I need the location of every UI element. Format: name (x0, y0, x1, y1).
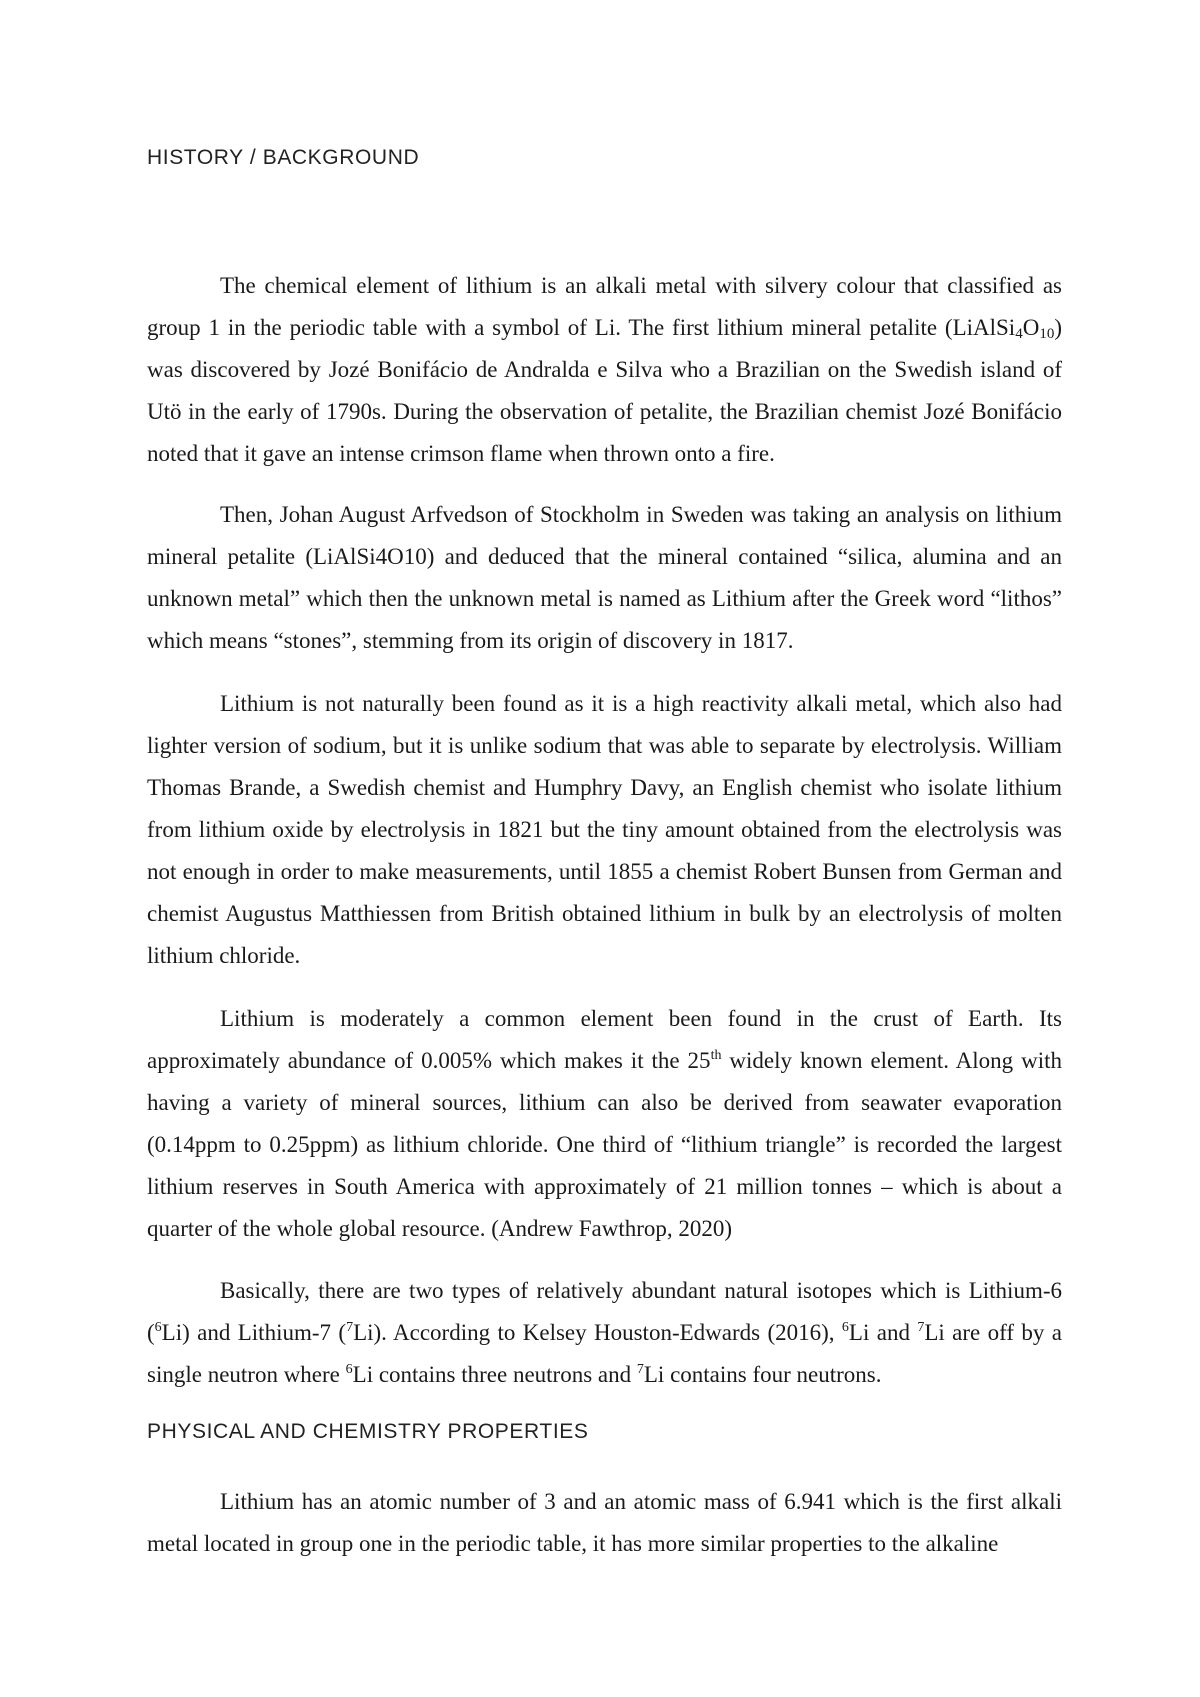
paragraph-text: Li and (848, 1320, 918, 1345)
superscript: th (710, 1048, 722, 1063)
paragraph-text: Li). According to Kelsey Houston-Edwards (2016), (353, 1320, 842, 1345)
paragraph-text: O (1022, 315, 1040, 340)
section-heading-properties: PHYSICAL AND CHEMISTRY PROPERTIES (147, 1420, 589, 1443)
superscript: 7 (346, 1320, 354, 1335)
paragraph-text: Lithium is moderately a common element been found in the crust of Earth. Its approximately abundance of 0.005% which makes it the 25 (147, 1006, 1062, 1073)
paragraph-abundance (147, 998, 1062, 1250)
paragraph-atomic-properties: Lithium has an atomic number of 3 and an atomic mass of 6.941 which is the first alkali metal located in group one in the periodic table, it has more similar properties to the alkaline (147, 1489, 1062, 1556)
superscript: 6 (154, 1320, 162, 1335)
superscript: 7 (636, 1362, 644, 1377)
paragraph-text: ) was discovered by Jozé Bonifácio de Andralda e Silva who a Brazilian on the Swedish island of Utö in the early of 1790s. During the observation of petalite, the Brazilian chemist Jozé Bonifácio noted that it gave an intense crimson flame when thrown onto a fire. (147, 315, 1062, 466)
subscript: 4 (1015, 326, 1023, 342)
superscript: 6 (841, 1320, 849, 1335)
paragraph-text: The chemical element of lithium is an alkali metal with silvery colour that classified as group 1 in the periodic table with a symbol of Li. The first lithium mineral petalite (LiAlSi (147, 273, 1062, 340)
paragraph-text: Li contains three neutrons and (352, 1362, 637, 1387)
paragraph-discovery (147, 265, 1062, 475)
paragraph-text: Li contains four neutrons. (643, 1362, 882, 1387)
paragraph-text: Basically, there are two types of relatively abundant natural isotopes which is Lithium-6 ( (147, 1278, 1062, 1345)
paragraph-text: widely known element. Along with having a variety of mineral sources, lithium can also be derived from seawater evaporation (0.14ppm to 0.25ppm) as lithium chloride. One third of “lithium triangle” is recorded the largest lithium reserves in South America with approximately of 21 million tonnes – which is about a quarter of the whole global resource. (Andrew Fawthrop, 2020) (147, 1048, 1062, 1241)
superscript: 6 (345, 1362, 353, 1377)
paragraph-isolation: Lithium is not naturally been found as it is a high reactivity alkali metal, which also had lighter version of sodium, but it is unlike sodium that was able to separate by electrolysis. William Thomas Brande, a Swedish chemist and Humphry Davy, an English chemist who isolate lithium from lithium oxide by electrolysis in 1821 but the tiny amount obtained from the electrolysis was not enough in order to make measurements, until 1855 a chemist Robert Bunsen from German and chemist Augustus Matthiessen from British obtained lithium in bulk by an electrolysis of molten lithium chloride. (147, 691, 1062, 968)
paragraph-text: Li) and Lithium-7 ( (161, 1320, 347, 1345)
paragraph-arfvedson: Then, Johan August Arfvedson of Stockholm in Sweden was taking an analysis on lithium mineral petalite (LiAlSi4O10) and deduced that the mineral contained “silica, alumina and an unknown metal” which then the unknown metal is named as Lithium after the Greek word “lithos” which means “stones”, stemming from its origin of discovery in 1817. (147, 502, 1062, 653)
paragraph-isotopes (147, 1270, 1062, 1396)
paragraph-text: Li are off by a single neutron where (147, 1320, 1062, 1387)
section-heading-history: HISTORY / BACKGROUND (147, 146, 420, 169)
superscript: 7 (917, 1320, 925, 1335)
subscript: 10 (1039, 326, 1055, 342)
